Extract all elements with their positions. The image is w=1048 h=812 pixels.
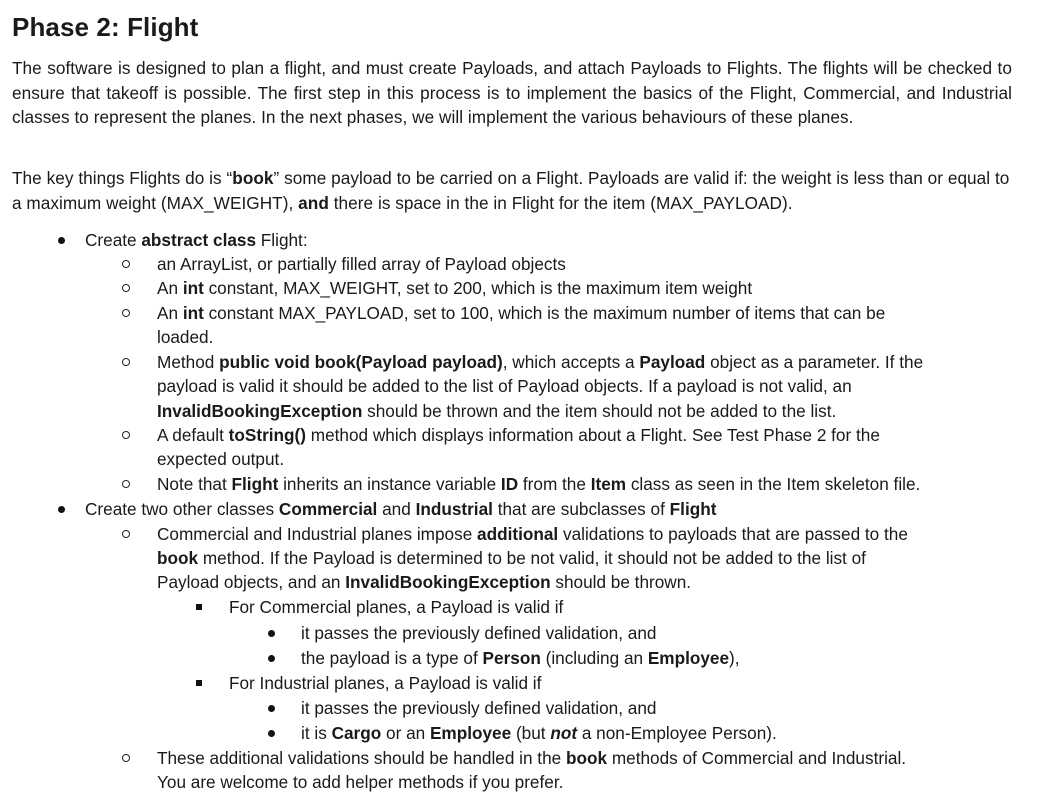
text-run: Method bbox=[157, 352, 220, 372]
bold-text: int bbox=[182, 303, 204, 323]
text-run: it passes the previously defined validation, and bbox=[301, 623, 657, 643]
text-run: should be thrown and the item should not be added to the list. bbox=[362, 401, 837, 421]
text-run: from the bbox=[518, 474, 591, 494]
text-run: loaded. bbox=[157, 327, 214, 347]
bullet-dot-icon bbox=[268, 730, 275, 737]
text-run: payload is valid it should be added to the list of Payload objects. If a payload is not valid, an bbox=[157, 376, 852, 396]
text-run: An bbox=[157, 303, 183, 323]
text-run: For Industrial planes, a Payload is valid if bbox=[229, 673, 542, 693]
list-line bbox=[157, 447, 284, 472]
text-run: These additional validations should be handled in the bbox=[157, 748, 566, 768]
text-run: For Commercial planes, a Payload is valid if bbox=[229, 597, 564, 617]
text-run: Create two other classes bbox=[85, 499, 279, 519]
text-run: Flight: bbox=[256, 230, 308, 250]
bold-text: Flight bbox=[231, 474, 279, 494]
list-line bbox=[157, 252, 566, 277]
text-run: , which accepts a bbox=[502, 352, 640, 372]
list-line bbox=[157, 399, 836, 424]
text-run: an ArrayList, or partially filled array of Payload objects bbox=[157, 254, 566, 274]
text-run: it passes the previously defined validation, and bbox=[301, 698, 657, 718]
list-line bbox=[157, 472, 920, 497]
bullet-dot-icon bbox=[268, 630, 275, 637]
list-line bbox=[157, 301, 885, 326]
bold-text: Item bbox=[590, 474, 627, 494]
bullet-circle-icon bbox=[122, 358, 130, 366]
text-run: object as a parameter. If the bbox=[705, 352, 924, 372]
bullet-dot-icon bbox=[268, 705, 275, 712]
text-run: The key things Flights do is “ bbox=[12, 168, 233, 188]
bold-text: InvalidBookingException bbox=[157, 401, 363, 421]
bold-text: additional bbox=[477, 524, 559, 544]
list-line bbox=[157, 423, 880, 448]
bullet-circle-icon bbox=[122, 754, 130, 762]
bold-text: InvalidBookingException bbox=[345, 572, 551, 592]
list-line bbox=[157, 374, 852, 399]
text-run: the payload is a type of bbox=[301, 648, 483, 668]
bold-text: book bbox=[157, 548, 199, 568]
list-line bbox=[229, 671, 541, 696]
intro-paragraph: The software is designed to plan a flight, and must create Payloads, and attach Payloads to Flights. The flights will be checked to ensure that takeoff is possible. The first step in this process is to implement the basics of the Flight, Commercial, and Industrial classes to represent the planes. In the next phases, we will implement the various behaviours of these planes. bbox=[12, 58, 1012, 127]
list-line bbox=[157, 522, 908, 547]
list-line bbox=[301, 621, 656, 646]
text-run: An bbox=[157, 278, 183, 298]
bold-text: book bbox=[565, 748, 608, 768]
list-line bbox=[157, 570, 691, 595]
bold-text: Payload bbox=[639, 352, 706, 372]
list-line bbox=[301, 721, 777, 746]
text-run: A default bbox=[157, 425, 229, 445]
bullet-circle-icon bbox=[122, 530, 130, 538]
text-run: You are welcome to add helper methods if you prefer. bbox=[157, 772, 564, 792]
bullet-square-icon bbox=[196, 604, 202, 610]
bullet-dot-icon bbox=[58, 237, 65, 244]
text-run: constant MAX_PAYLOAD, set to 100, which is the maximum number of items that can be bbox=[203, 303, 886, 323]
bold-text: book bbox=[232, 168, 274, 188]
text-run: Payload objects, and an bbox=[157, 572, 346, 592]
text-run: method. If the Payload is determined to be not valid, it should not be added to the list of bbox=[198, 548, 866, 568]
list-line bbox=[157, 746, 906, 771]
bold-text: Commercial bbox=[278, 499, 378, 519]
text-run: (but bbox=[511, 723, 551, 743]
bullet-circle-icon bbox=[122, 480, 130, 488]
bold-text: Flight bbox=[669, 499, 717, 519]
bold-text: toString() bbox=[228, 425, 306, 445]
list-line bbox=[301, 646, 740, 671]
bold-text: abstract class bbox=[141, 230, 257, 250]
bold-text: int bbox=[182, 278, 204, 298]
text-run: it is bbox=[301, 723, 332, 743]
text-run: expected output. bbox=[157, 449, 285, 469]
bullet-circle-icon bbox=[122, 260, 130, 268]
list-line bbox=[85, 497, 716, 522]
text-run: method which displays information about a Flight. See Test Phase 2 for the bbox=[306, 425, 880, 445]
bold-text: Industrial bbox=[415, 499, 493, 519]
text-run: and bbox=[377, 499, 416, 519]
bold-text: ID bbox=[500, 474, 519, 494]
text-run: Create bbox=[85, 230, 142, 250]
list-line bbox=[157, 350, 923, 375]
text-run: methods of Commercial and Industrial. bbox=[607, 748, 907, 768]
bold-text: and bbox=[298, 192, 329, 213]
bold-text: not bbox=[550, 723, 578, 743]
bullet-circle-icon bbox=[122, 431, 130, 439]
text-run: there is space in the in Flight for the item (MAX_PAYLOAD). bbox=[328, 192, 793, 213]
bold-text: Employee bbox=[647, 648, 730, 668]
text-run: should be thrown. bbox=[550, 572, 692, 592]
list-line bbox=[301, 696, 656, 721]
text-run: class as seen in the Item skeleton file. bbox=[626, 474, 921, 494]
list-line bbox=[157, 546, 866, 571]
bullet-dot-icon bbox=[58, 506, 65, 513]
text-run: ), bbox=[729, 648, 740, 668]
text-run: or an bbox=[381, 723, 430, 743]
page-title: Phase 2: Flight bbox=[12, 12, 199, 42]
text-run: inherits an instance variable bbox=[278, 474, 501, 494]
bold-text: public void book(Payload payload) bbox=[219, 352, 503, 372]
list-line bbox=[229, 595, 563, 620]
bullet-dot-icon bbox=[268, 655, 275, 662]
text-run: that are subclasses of bbox=[492, 499, 670, 519]
text-run: ” some payload to be carried on a Flight. Payloads are valid if: the weight is less than or equal to a maximum weight (MAX_WEIGHT), bbox=[12, 168, 1010, 213]
text-run: validations to payloads that are passed to the bbox=[558, 524, 908, 544]
list-line bbox=[85, 228, 308, 253]
bold-text: Cargo bbox=[331, 723, 382, 743]
text-run: constant, MAX_WEIGHT, set to 200, which is the maximum item weight bbox=[203, 278, 753, 298]
list-line bbox=[157, 276, 752, 301]
bullet-square-icon bbox=[196, 680, 202, 686]
bold-text: Person bbox=[482, 648, 541, 668]
bullet-circle-icon bbox=[122, 284, 130, 292]
bold-text: Employee bbox=[429, 723, 512, 743]
key-paragraph bbox=[12, 166, 1012, 215]
list-line bbox=[157, 770, 563, 795]
text-run: a non-Employee Person). bbox=[577, 723, 777, 743]
bullet-circle-icon bbox=[122, 309, 130, 317]
text-run: (including an bbox=[540, 648, 648, 668]
text-run: Note that bbox=[157, 474, 232, 494]
list-line bbox=[157, 325, 213, 350]
text-run: Commercial and Industrial planes impose bbox=[157, 524, 478, 544]
